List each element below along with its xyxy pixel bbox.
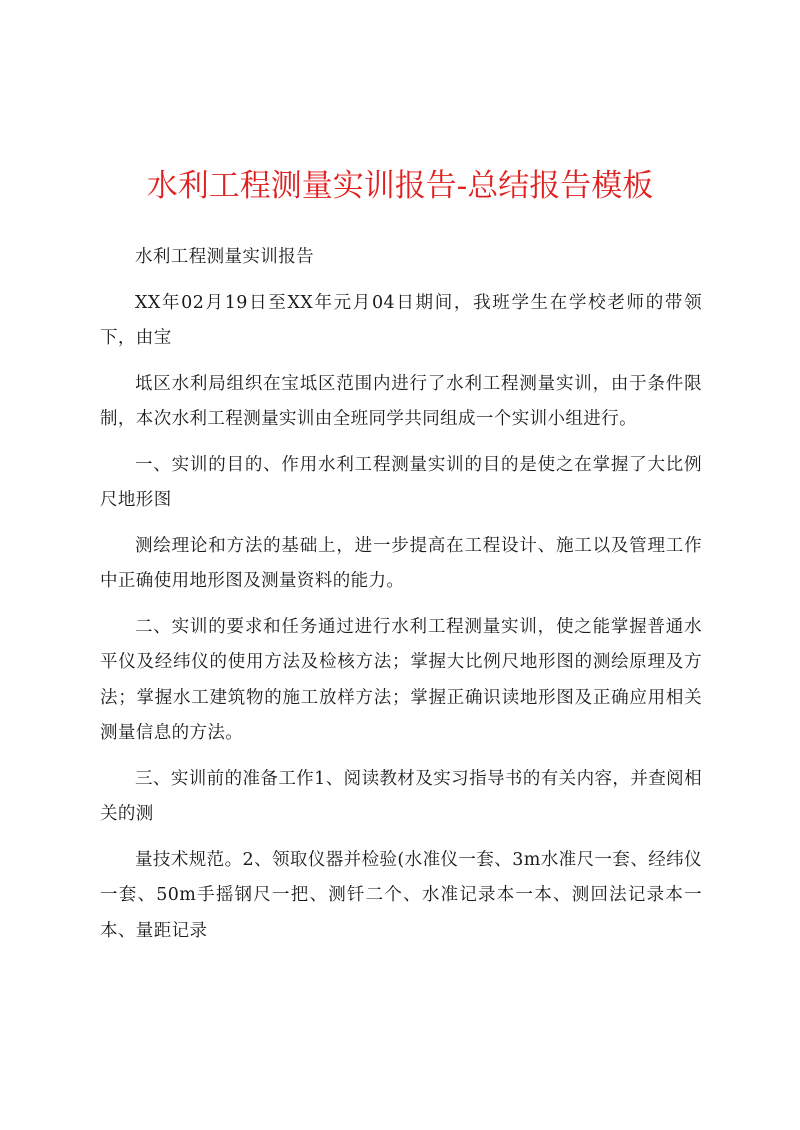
paragraph: 三、实训前的准备工作1、阅读教材及实习指导书的有关内容，并查阅相关的测 [100, 768, 702, 824]
paragraph: 二、实训的要求和任务通过进行水利工程测量实训，使之能掌握普通水平仪及经纬仪的使用方法及检核方法；掌握大比例尺地形图的测绘原理及方法；掌握水工建筑物的施工放样方法；掌握正确识读地形图及正确应用相关测量信息的方法。 [100, 616, 702, 743]
document-title: 水利工程测量实训报告-总结报告模板 [146, 168, 654, 204]
paragraph: 坻区水利局组织在宝坻区范围内进行了水利工程测量实训，由于条件限制，本次水利工程测量实训由全班同学共同组成一个实训小组进行。 [100, 373, 702, 429]
paragraph: 一、实训的目的、作用水利工程测量实训的目的是使之在掌握了大比例尺地形图 [100, 454, 702, 510]
paragraph-subtitle: 水利工程测量实训报告 [135, 247, 314, 267]
document-body [100, 240, 702, 959]
paragraph: 量技术规范。2、领取仪器并检验(水准仪一套、3m水准尺一套、经纬仪一套、50m手摇钢尺一把、测钎二个、水准记录本一本、测回法记录本一本、量距记录 [100, 849, 702, 941]
paragraph: XX年02月19日至XX年元月04日期间，我班学生在学校老师的带领下，由宝 [100, 292, 702, 348]
paragraph: 测绘理论和方法的基础上，进一步提高在工程设计、施工以及管理工作中正确使用地形图及测量资料的能力。 [100, 535, 702, 591]
